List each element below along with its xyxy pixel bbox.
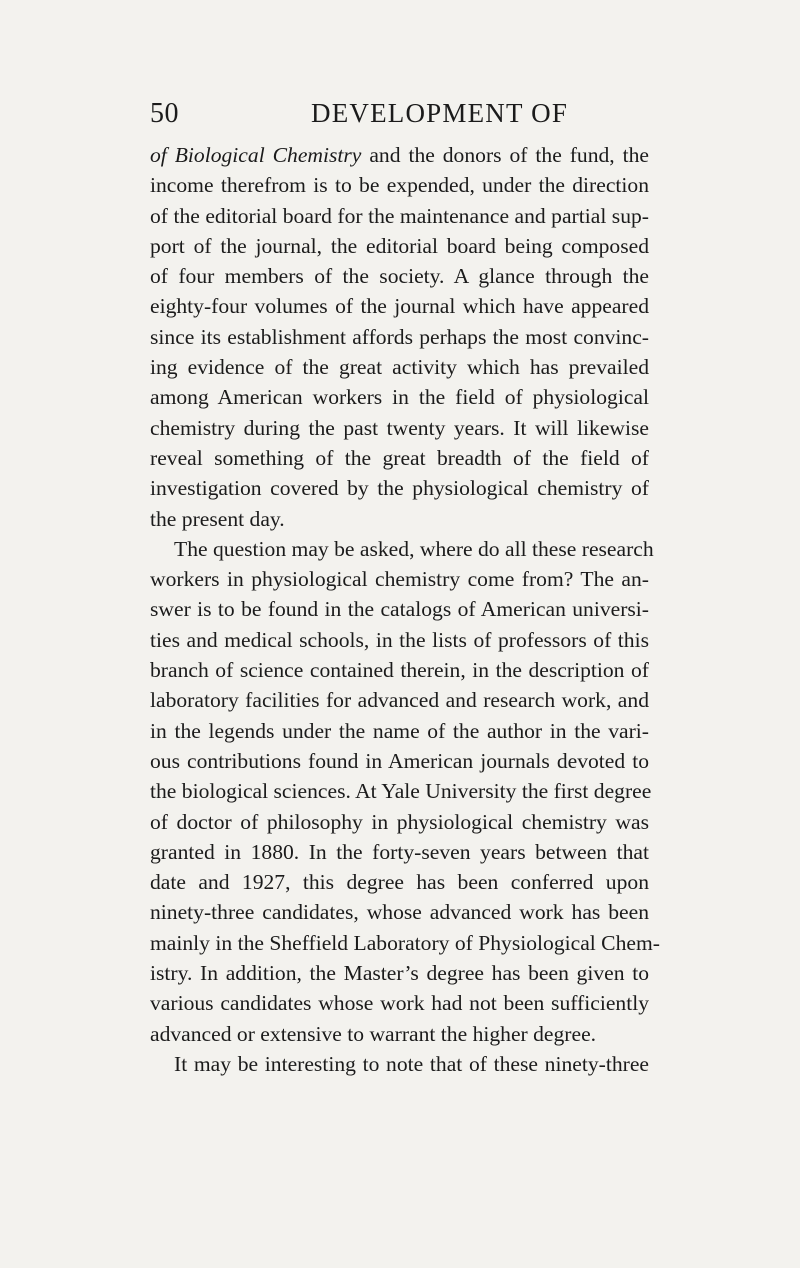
text-line: ties and medical schools, in the lists of professors of this: [150, 627, 649, 652]
text-line: ing evidence of the great activity which has prevailed: [150, 355, 649, 380]
text-line: eighty-four volumes of the journal which have appeared: [150, 294, 649, 319]
text-line: of four members of the society. A glance through the: [150, 264, 649, 289]
body-text: [150, 140, 660, 1079]
text-line: istry. In addition, the Master’s degree has been given to: [150, 961, 649, 986]
text-line: various candidates whose work had not been sufficiently: [150, 991, 649, 1016]
text-line: in the legends under the name of the author in the vari-: [150, 718, 649, 743]
text-line: port of the journal, the editorial board being composed: [150, 233, 649, 258]
text-line: of the editorial board for the maintenance and partial sup-: [150, 203, 649, 228]
text-line: since its establishment affords perhaps the most convinc-: [150, 324, 649, 349]
text-line: income therefrom is to be expended, under the direction: [150, 173, 649, 198]
text-line: ninety-three candidates, whose advanced work has been: [150, 900, 649, 925]
page-number: 50: [150, 98, 179, 129]
text-line: workers in physiological chemistry come from? The an-: [150, 567, 649, 592]
text-line: reveal something of the great breadth of the field of: [150, 445, 649, 470]
text-line: advanced or extensive to warrant the higher degree.: [150, 1021, 597, 1046]
running-head: DEVELOPMENT OF: [311, 98, 569, 128]
text-line: It may be interesting to note that of these ninety-three: [174, 1051, 649, 1076]
text-line: swer is to be found in the catalogs of American universi-: [150, 597, 649, 622]
text-line: the biological sciences. At Yale University the first degree: [150, 779, 652, 804]
text-line-rest: and the donors of the fund, the: [361, 143, 650, 167]
text-line: among American workers in the field of physiological: [150, 385, 649, 410]
text-line: chemistry during the past twenty years. It will likewise: [150, 415, 649, 440]
text-line: investigation covered by the physiological chemistry of: [150, 476, 649, 501]
text-line: mainly in the Sheffield Laboratory of Physiological Chem-: [150, 930, 660, 955]
journal-title: of Biological Chemistry: [150, 143, 362, 167]
page-header: [150, 98, 650, 138]
text-line: branch of science contained therein, in the description of: [150, 658, 649, 683]
text-line: the present day.: [150, 506, 285, 531]
text-line: of doctor of philosophy in physiological chemistry was: [150, 809, 649, 834]
text-line: granted in 1880. In the forty-seven years between that: [150, 839, 649, 864]
text-line: ous contributions found in American journals devoted to: [150, 748, 649, 773]
text-line: [150, 140, 649, 170]
text-line: The question may be asked, where do all these research: [174, 536, 654, 561]
text-line: laboratory facilities for advanced and research work, and: [150, 688, 649, 713]
text-line: date and 1927, this degree has been conferred upon: [150, 870, 649, 895]
